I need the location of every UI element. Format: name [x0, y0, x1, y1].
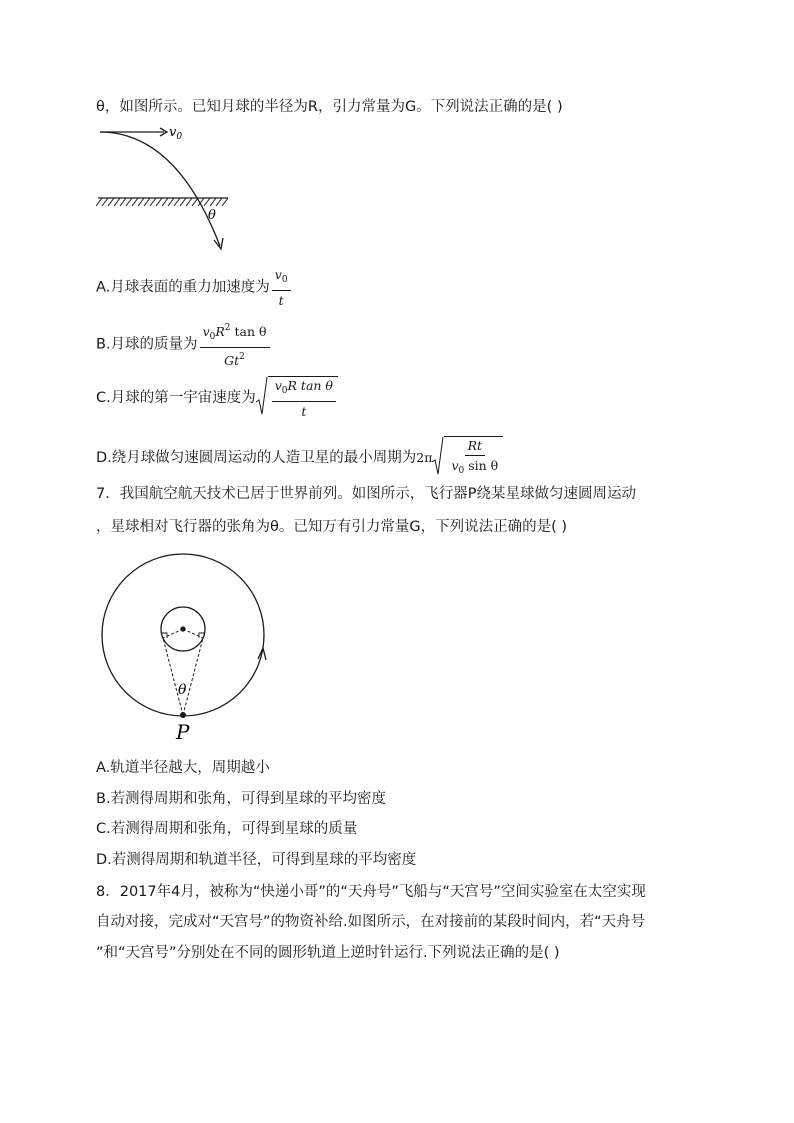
tangent-line-left	[163, 638, 183, 715]
tangent-line-right	[183, 638, 203, 715]
q8-line-2: 自动对接，完成对“天宫号”的物资补给.如图所示，在对接前的某段时间内，若“天舟号	[96, 914, 646, 930]
theta-label-2: θ	[178, 682, 187, 698]
formula-c: $\frac{v_0R \tan \theta}{t}$	[256, 376, 338, 420]
formula-b: $\frac{v_0R^2 \tan \theta}{Gt^2}$	[200, 320, 270, 369]
q6-option-d	[96, 436, 503, 480]
formula-a: $\frac{v_0}{t}$	[272, 266, 291, 309]
q6-option-c	[96, 376, 338, 420]
q7-option-c: C.若测得周期和张角，可得到星球的质量	[96, 821, 358, 837]
q7-option-a: A.轨道半径越大，周期越小	[96, 760, 270, 776]
formula-d-coefficient: 2π	[416, 450, 433, 465]
q7-option-b: B.若测得周期和张角，可得到星球的平均密度	[96, 791, 387, 807]
trajectory-curve	[100, 132, 220, 246]
q8-line-3: ”和“天宫号”分别处在不同的圆形轨道上逆时针运行.下列说法正确的是( )	[96, 945, 560, 961]
spacecraft-point	[180, 712, 186, 718]
q8-line-1: 8．2017年4月，被称为“快递小哥”的“天舟号”飞船与“天宫号”空间实验室在太空实现	[96, 884, 646, 900]
q6-option-a	[96, 266, 293, 309]
orbit-figure	[96, 548, 276, 748]
q6-option-b	[96, 320, 272, 369]
p-label: P	[176, 720, 190, 744]
q7-line-1: 7．我国航空航天技术已居于世界前列。如图所示，飞行器P绕某星球做匀速圆周运动	[96, 486, 636, 502]
option-b-text: B.月球的质量为	[96, 336, 198, 353]
q7-line-2: ，星球相对飞行器的张角为θ。已知万有引力常量G，下列说法正确的是( )	[96, 519, 568, 535]
option-a-text: A.月球表面的重力加速度为	[96, 279, 270, 296]
q7-option-d: D.若测得周期和轨道半径，可得到星球的平均密度	[96, 852, 417, 868]
option-d-text: D.绕月球做匀速圆周运动的人造卫星的最小周期为	[96, 450, 417, 466]
option-c-text: C.月球的第一宇宙速度为	[96, 390, 256, 406]
v0-label: $v_0$	[169, 125, 183, 142]
theta-label: θ	[208, 208, 216, 223]
formula-d: $\frac{Rt}{v_0 \sin \theta}$	[432, 436, 503, 480]
q6-intro: θ，如图所示。已知月球的半径为R，引力常量为G。下列说法正确的是( )	[96, 99, 563, 115]
ground-hatching	[96, 198, 228, 206]
projectile-figure	[96, 118, 246, 258]
